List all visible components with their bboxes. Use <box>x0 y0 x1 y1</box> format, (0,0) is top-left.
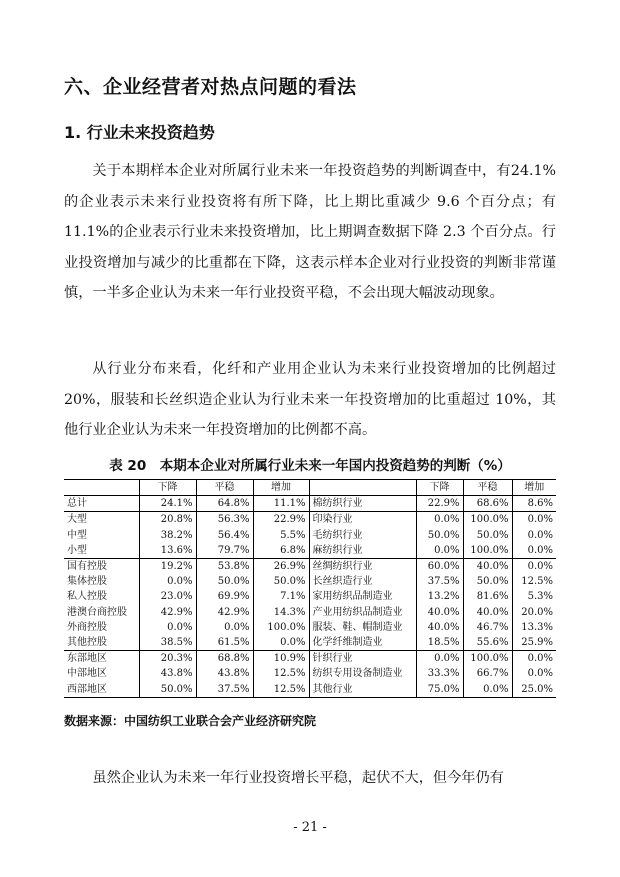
value-cell: 56.3% <box>196 512 253 528</box>
value-cell: 69.9% <box>196 589 253 604</box>
value-cell: 0.0% <box>253 635 309 651</box>
value-cell: 50.0% <box>463 528 512 543</box>
table-row <box>64 574 556 589</box>
table-row <box>64 558 556 574</box>
table-header-cell: 增加 <box>253 480 309 496</box>
value-cell: 0.0% <box>527 544 553 556</box>
value-cell: 53.8% <box>196 558 253 574</box>
row-label-cell: 丝绸纺织行业 <box>309 558 416 574</box>
table-row <box>64 666 556 681</box>
data-source-note: 数据来源：中国纺织工业联合会产业经济研究院 <box>64 714 317 728</box>
row-label-cell: 棉纺织行业 <box>309 496 416 512</box>
row-label-cell: 东部地区 <box>64 651 139 667</box>
value-cell: 79.7% <box>196 543 253 559</box>
row-label-cell: 小型 <box>64 543 139 559</box>
section-title: 六、企业经营者对热点问题的看法 <box>64 76 357 98</box>
value-cell: 0.0% <box>416 651 463 667</box>
value-cell: 50.0% <box>253 574 309 589</box>
row-label-cell: 西部地区 <box>64 681 139 697</box>
body-paragraph: 虽然企业认为未来一年行业投资增长平稳，起伏不大，但今年仍有 <box>92 770 504 786</box>
value-cell: 5.3% <box>527 591 553 603</box>
value-cell: 0.0% <box>527 529 553 541</box>
value-cell: 19.2% <box>139 558 196 574</box>
table-header-cell: 平稳 <box>196 480 253 496</box>
value-cell: 50.0% <box>463 574 512 589</box>
row-label-cell: 印染行业 <box>309 512 416 528</box>
row-label-cell: 大型 <box>64 512 139 528</box>
row-label-cell: 中部地区 <box>64 666 139 681</box>
table-row <box>64 496 556 512</box>
value-cell: 33.3% <box>416 666 463 681</box>
table-row <box>64 605 556 620</box>
table-row <box>64 528 556 543</box>
value-cell: 11.1% <box>253 496 309 512</box>
value-cell: 68.6% <box>463 496 512 512</box>
value-cell: 0.0% <box>416 512 463 528</box>
row-label-cell: 其他行业 <box>309 681 416 697</box>
body-paragraph: 关于本期样本企业对所属行业未来一年投资趋势的判断调查中，有24.1%的企业表示未来行业投资将有所下降，比上期比重减少 9.6 个百分点；有 11.1%的企业表示行业未来投资增加，比上期调查数据下降 2.3 个百分点。行业投资增加与减少的比重都在下降，这表示样本企业对行业投资的判断非常谨慎，一半多企业认为未来一年行业投资平稳，不会出现大幅波动现象。 <box>64 163 556 301</box>
row-label-cell: 麻纺织行业 <box>309 543 416 559</box>
value-cell: 43.8% <box>196 666 253 681</box>
value-cell: 25.0% <box>512 681 556 697</box>
value-cell: 100.0% <box>463 651 512 667</box>
table-header-cell <box>309 480 416 496</box>
investment-trend-table <box>64 479 556 698</box>
value-cell: 13.2% <box>416 589 463 604</box>
table-row <box>64 512 556 528</box>
value-cell: 0.0% <box>463 681 512 697</box>
value-cell: 55.6% <box>463 635 512 651</box>
value-cell: 43.8% <box>139 666 196 681</box>
value-cell: 6.8% <box>253 543 309 559</box>
table-body <box>64 496 556 697</box>
value-cell: 37.5% <box>196 681 253 697</box>
value-cell: 46.7% <box>463 620 512 635</box>
value-cell: 14.3% <box>253 605 309 620</box>
value-cell: 12.5% <box>521 576 553 588</box>
row-label-cell: 针织行业 <box>309 651 416 667</box>
value-cell: 38.5% <box>139 635 196 651</box>
row-label-cell: 总计 <box>64 496 139 512</box>
value-cell: 60.0% <box>416 558 463 574</box>
value-cell: 8.6% <box>527 498 553 510</box>
value-cell: 20.3% <box>139 651 196 667</box>
value-cell: 26.9% <box>253 558 309 574</box>
table-row <box>64 620 556 635</box>
row-label-cell: 港澳台商控股 <box>64 605 139 620</box>
table-header-cell: 下降 <box>139 480 196 496</box>
value-cell: 38.2% <box>139 528 196 543</box>
value-cell: 20.8% <box>139 512 196 528</box>
row-label-cell: 私人控股 <box>64 589 139 604</box>
value-cell: 13.6% <box>139 543 196 559</box>
table-header-cell: 下降 <box>416 480 463 496</box>
value-cell: 37.5% <box>416 574 463 589</box>
table-row <box>64 543 556 559</box>
value-cell: 7.1% <box>253 589 309 604</box>
row-label-cell: 产业用纺织品制造业 <box>309 605 416 620</box>
value-cell: 20.0% <box>521 606 553 618</box>
value-cell: 5.5% <box>253 528 309 543</box>
row-label-cell: 长丝织造行业 <box>309 574 416 589</box>
value-cell: 0.0% <box>512 651 556 667</box>
value-cell: 22.9% <box>253 512 309 528</box>
value-cell: 50.0% <box>196 574 253 589</box>
page-number: - 21 - <box>293 820 327 835</box>
value-cell: 0.0% <box>512 512 556 528</box>
table-row <box>64 651 556 667</box>
table-caption: 表 20 本期本企业对所属行业未来一年国内投资趋势的判断（%） <box>109 458 511 474</box>
value-cell: 12.5% <box>253 666 309 681</box>
table-header-cell <box>64 480 139 496</box>
row-label-cell: 中型 <box>64 528 139 543</box>
row-label-cell: 家用纺织品制造业 <box>309 589 416 604</box>
table-row <box>64 681 556 697</box>
row-label-cell: 其他控股 <box>64 635 139 651</box>
value-cell: 0.0% <box>527 668 553 680</box>
table-header-row <box>64 480 556 496</box>
table-row <box>64 635 556 651</box>
value-cell: 100.0% <box>463 543 512 559</box>
value-cell: 40.0% <box>416 605 463 620</box>
value-cell: 50.0% <box>139 681 196 697</box>
value-cell: 61.5% <box>196 635 253 651</box>
value-cell: 0.0% <box>139 574 196 589</box>
table-row <box>64 589 556 604</box>
value-cell: 18.5% <box>416 635 463 651</box>
value-cell: 10.9% <box>253 651 309 667</box>
value-cell: 0.0% <box>196 620 253 635</box>
body-paragraph: 从行业分布来看，化纤和产业用企业认为未来行业投资增加的比例超过 20%，服装和长丝织造企业认为行业未来一年投资增加的比重超过 10%，其他行业企业认为未来一年投资增加的比例都不高。 <box>64 361 556 438</box>
value-cell: 64.8% <box>196 496 253 512</box>
value-cell: 22.9% <box>416 496 463 512</box>
value-cell: 68.8% <box>196 651 253 667</box>
value-cell: 12.5% <box>253 681 309 697</box>
value-cell: 0.0% <box>512 558 556 574</box>
value-cell: 100.0% <box>253 620 309 635</box>
row-label-cell: 纺织专用设备制造业 <box>309 666 416 681</box>
value-cell: 75.0% <box>416 681 463 697</box>
value-cell: 25.9% <box>521 636 553 648</box>
value-cell: 0.0% <box>139 620 196 635</box>
value-cell: 42.9% <box>139 605 196 620</box>
value-cell: 13.3% <box>521 621 553 633</box>
row-label-cell: 毛纺织行业 <box>309 528 416 543</box>
value-cell: 40.0% <box>463 605 512 620</box>
row-label-cell: 化学纤维制造业 <box>309 635 416 651</box>
value-cell: 0.0% <box>416 543 463 559</box>
table-header-cell: 平稳 <box>463 480 512 496</box>
value-cell: 81.6% <box>463 589 512 604</box>
value-cell: 42.9% <box>196 605 253 620</box>
value-cell: 100.0% <box>463 512 512 528</box>
value-cell: 40.0% <box>416 620 463 635</box>
table-header-cell: 增加 <box>512 480 556 496</box>
value-cell: 24.1% <box>139 496 196 512</box>
value-cell: 40.0% <box>463 558 512 574</box>
value-cell: 50.0% <box>416 528 463 543</box>
subsection-title: 1. 行业未来投资趋势 <box>64 123 215 142</box>
value-cell: 56.4% <box>196 528 253 543</box>
row-label-cell: 外商控股 <box>64 620 139 635</box>
value-cell: 66.7% <box>463 666 512 681</box>
row-label-cell: 集体控股 <box>64 574 139 589</box>
row-label-cell: 国有控股 <box>64 558 139 574</box>
value-cell: 23.0% <box>139 589 196 604</box>
row-label-cell: 服装、鞋、帽制造业 <box>309 620 416 635</box>
